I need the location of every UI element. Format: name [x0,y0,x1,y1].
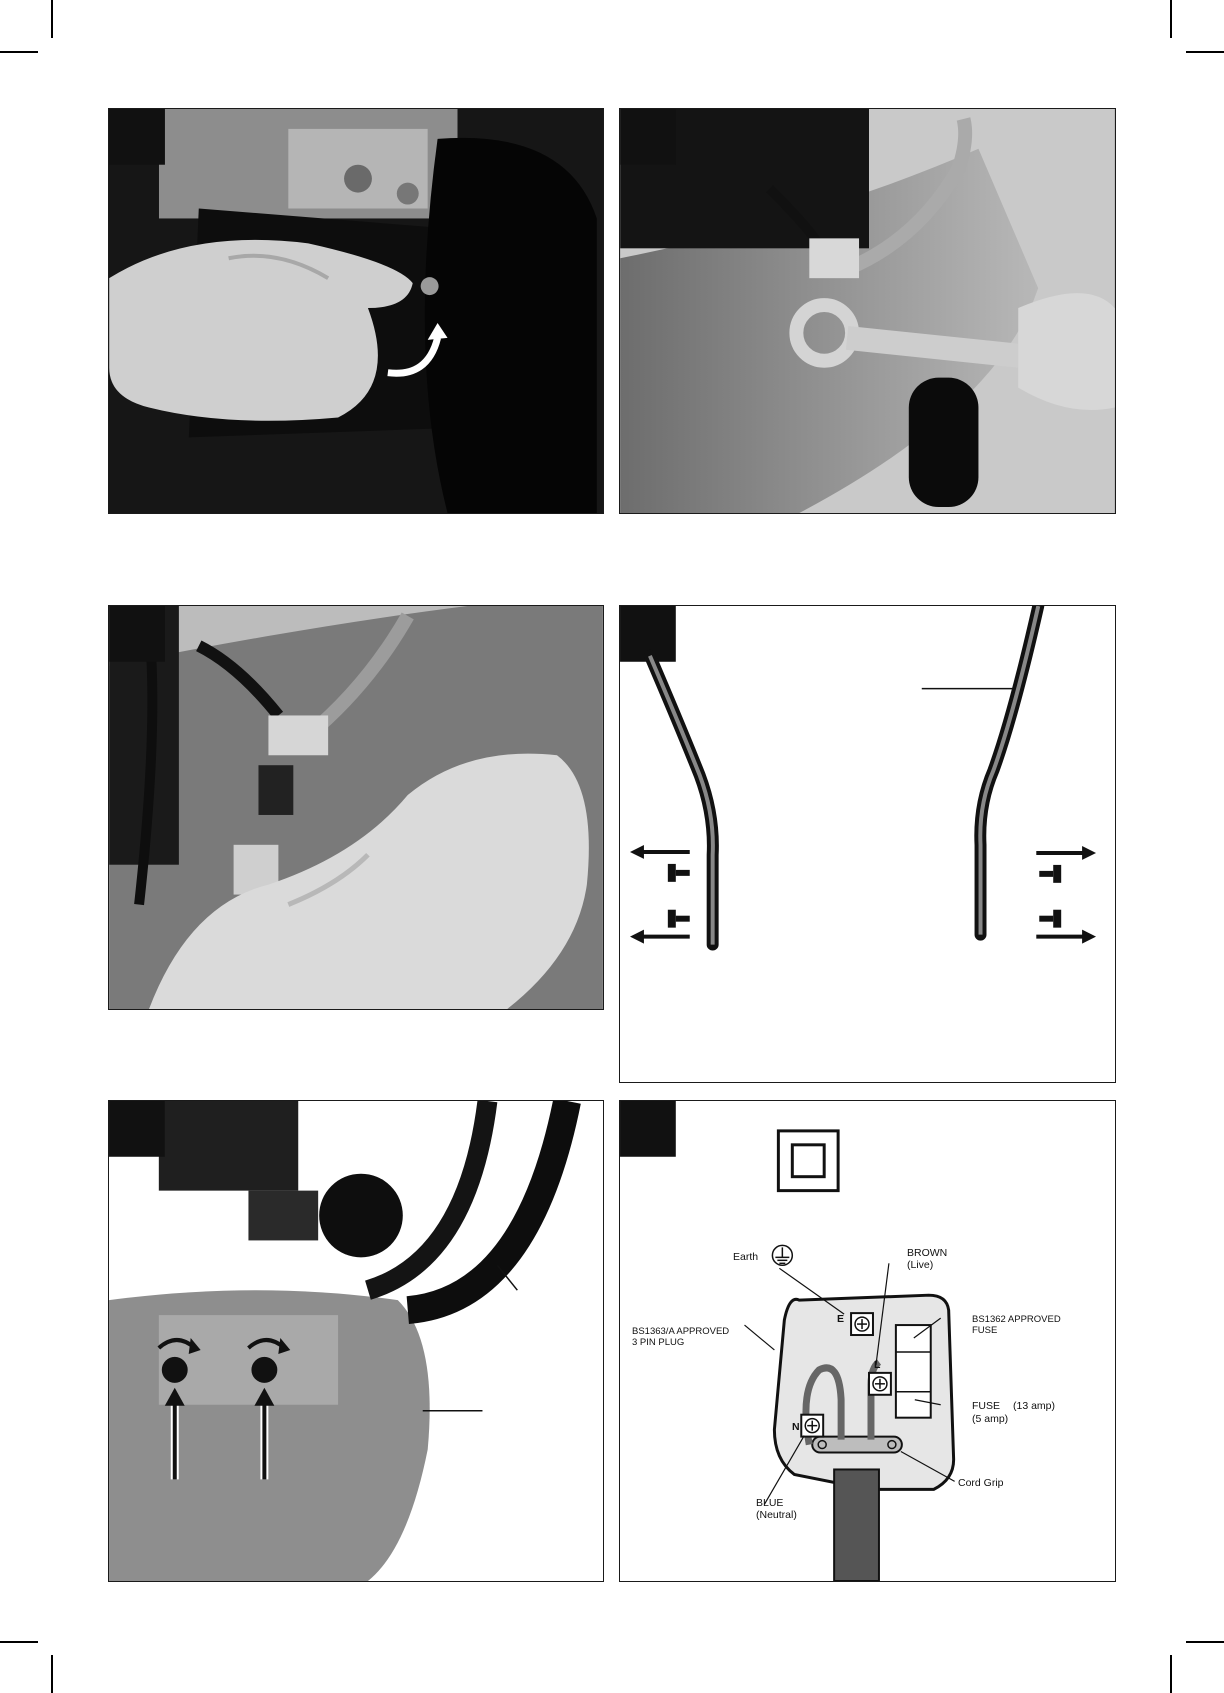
live-terminal-letter: L [874,1359,881,1371]
screw-icon [668,864,690,882]
check-valve-illustration [109,606,603,1009]
earth-terminal [851,1313,873,1335]
crop-mark [0,1641,38,1643]
cable [834,1469,879,1581]
screw-icon [1039,865,1061,883]
crop-mark [1186,1641,1224,1643]
plug-approved-label: BS1363/A APPROVED [632,1326,730,1337]
fuse-13-label: (13 amp) [1013,1400,1056,1412]
fuse-label: FUSE [972,1400,1001,1412]
figure-5-photo [108,1100,604,1582]
neutral-label: (Neutral) [756,1509,797,1521]
figure-6-diagram [619,1100,1116,1582]
earth-symbol-icon [772,1245,792,1265]
fuse-word-label: FUSE [972,1325,998,1336]
fuse-approved-label: BS1362 APPROVED [972,1314,1061,1325]
handle-bolts-illustration [109,1101,603,1581]
crop-mark [1170,0,1172,38]
earth-label: Earth [733,1251,759,1263]
crop-mark [1186,51,1224,53]
screw-icon [668,910,690,928]
fuse [896,1325,931,1418]
left-handle [650,656,713,945]
crop-mark [51,1655,53,1693]
neutral-terminal [801,1415,823,1437]
figure-tab [620,1101,676,1157]
figure-1-photo [108,108,604,514]
neutral-terminal-letter: N [792,1421,800,1433]
crop-mark [1170,1655,1172,1693]
handle-mounting-diagram [620,606,1115,1082]
crop-mark [51,0,53,38]
plug-pins-label: 3 PIN PLUG [632,1337,685,1348]
crop-mark [0,51,38,53]
blue-label: BLUE [756,1497,784,1509]
earth-terminal-letter: E [837,1313,845,1325]
live-label: (Live) [907,1259,934,1271]
screw-icon [1039,910,1061,928]
right-arrow-lower [1036,930,1096,944]
left-arrow-upper [630,845,690,859]
figure-3-photo [108,605,604,1010]
right-handle [980,606,1038,935]
cord-grip-label: Cord Grip [958,1477,1004,1489]
right-arrow-upper [1036,846,1096,860]
brown-label: BROWN [907,1247,948,1259]
plug-wiring-svg [620,1101,1115,1581]
figure-4-diagram [619,605,1116,1083]
double-insulation-icon [778,1131,838,1191]
left-arrow-lower [630,930,690,944]
spanner-fitting-illustration [620,109,1115,513]
fuse-5-label: (5 amp) [972,1413,1009,1425]
figure-2-photo [619,108,1116,514]
live-terminal [869,1373,891,1395]
motor-cover-illustration [109,109,603,513]
